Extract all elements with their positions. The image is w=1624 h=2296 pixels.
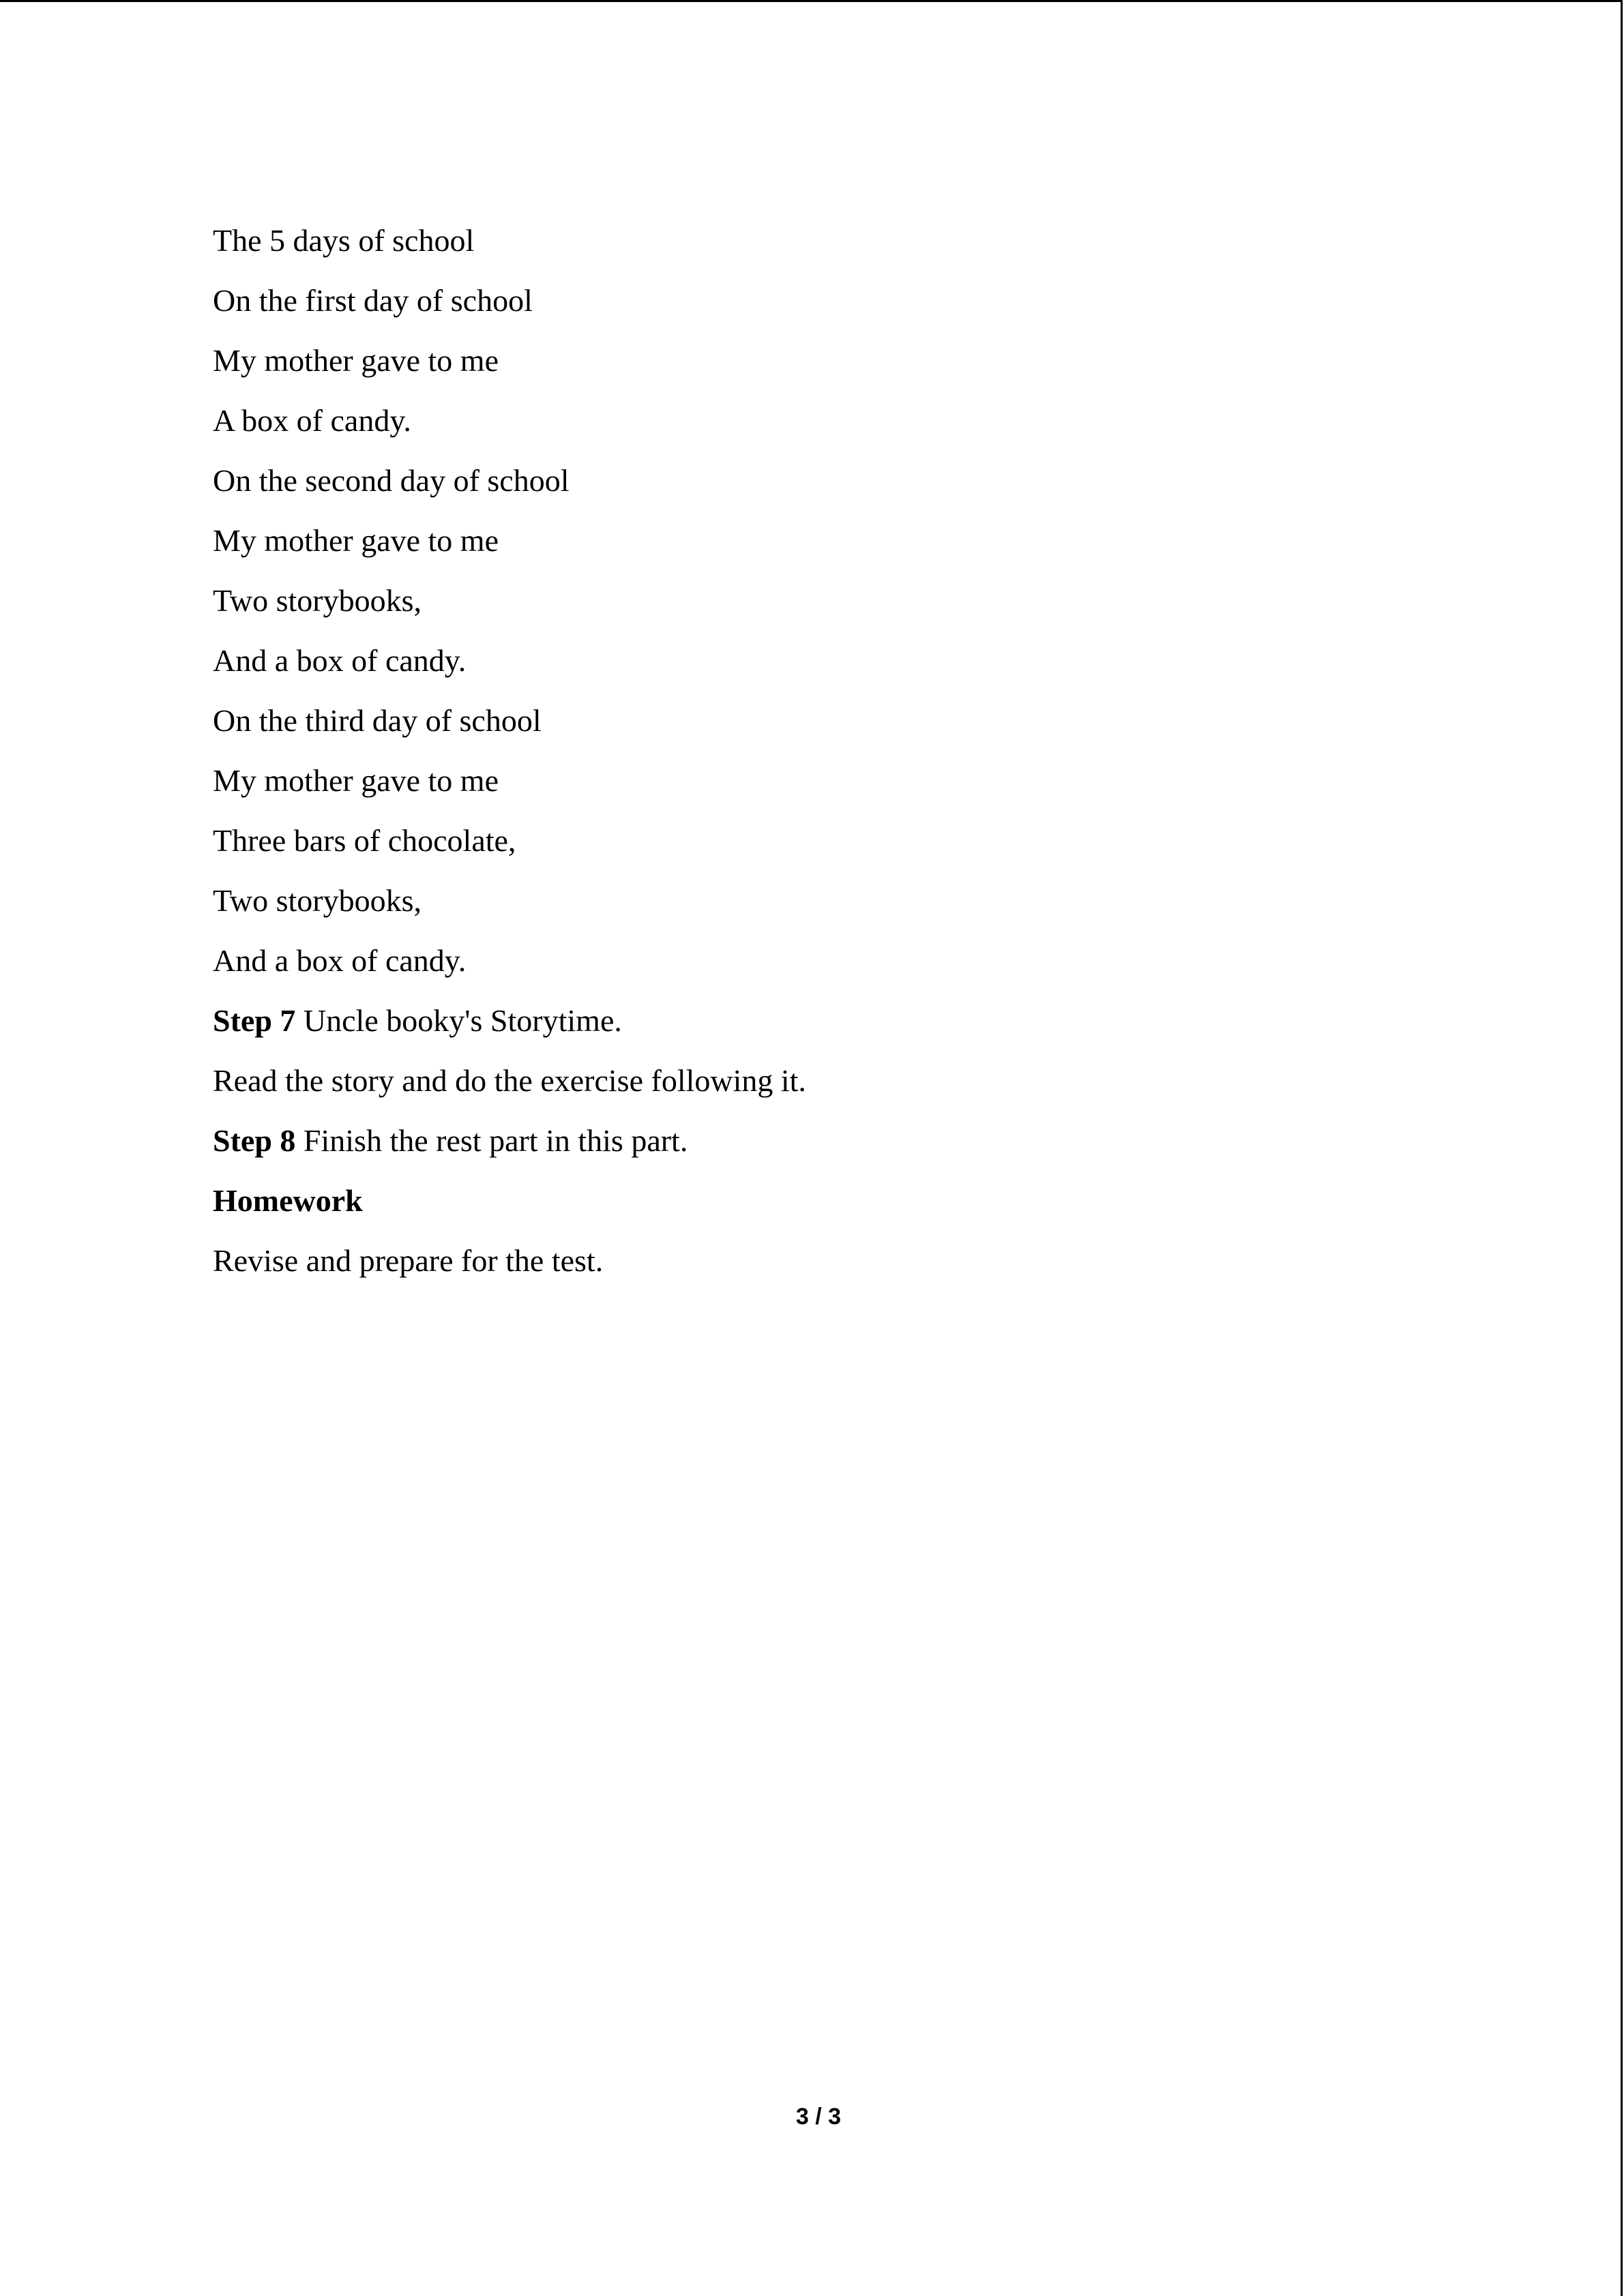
step-7-text: Uncle booky's Storytime. bbox=[295, 1003, 622, 1038]
poem-line: Two storybooks, bbox=[213, 583, 422, 618]
poem-line: My mother gave to me bbox=[213, 523, 499, 558]
poem-line: Three bars of chocolate, bbox=[213, 823, 516, 858]
step-7-instruction: Read the story and do the exercise following it. bbox=[213, 1063, 806, 1098]
document-body bbox=[213, 218, 806, 1298]
poem-line: On the third day of school bbox=[213, 703, 542, 738]
poem-line: On the first day of school bbox=[213, 283, 533, 318]
step-8-label: Step 8 bbox=[213, 1123, 296, 1158]
poem-line: On the second day of school bbox=[213, 463, 570, 498]
poem-line: My mother gave to me bbox=[213, 343, 499, 378]
page-number: 3 / 3 bbox=[795, 2104, 842, 2130]
step-7-label: Step 7 bbox=[213, 1003, 296, 1038]
poem-line: And a box of candy. bbox=[213, 943, 467, 978]
poem-line: And a box of candy. bbox=[213, 643, 467, 678]
step-8-line bbox=[213, 1118, 806, 1178]
poem-line: The 5 days of school bbox=[213, 223, 475, 258]
poem-line: Two storybooks, bbox=[213, 883, 422, 918]
homework-text: Revise and prepare for the test. bbox=[213, 1243, 604, 1278]
poem-line: A box of candy. bbox=[213, 403, 411, 438]
poem-line: My mother gave to me bbox=[213, 763, 499, 798]
step-7-line bbox=[213, 998, 806, 1058]
homework-heading: Homework bbox=[213, 1183, 363, 1218]
step-8-text: Finish the rest part in this part. bbox=[295, 1123, 688, 1158]
